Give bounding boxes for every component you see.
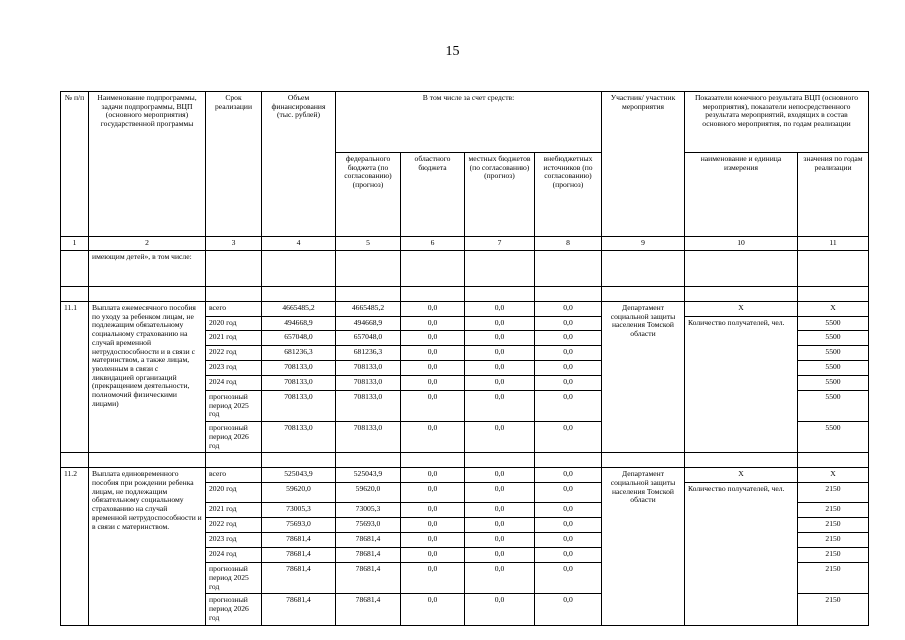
total-cell: 78681,4	[262, 548, 336, 563]
indicator-value: 2150	[798, 594, 869, 625]
local-cell: 0,0	[465, 503, 535, 518]
federal-cell: 708133,0	[336, 361, 401, 376]
total-cell: 708133,0	[262, 422, 336, 453]
extra-cell: 0,0	[535, 376, 602, 391]
federal-cell: 525043,9	[336, 468, 401, 483]
indicator-value: 5500	[798, 331, 869, 346]
regional-cell: 0,0	[401, 376, 465, 391]
regional-cell: 0,0	[401, 422, 465, 453]
header-indicator-name: наименование и единица измерения	[685, 153, 798, 237]
extra-cell: 0,0	[535, 317, 602, 331]
federal-cell: 78681,4	[336, 533, 401, 548]
section-number: 11.2	[61, 468, 89, 625]
indicator-value: 5500	[798, 346, 869, 361]
total-cell: 73005,3	[262, 503, 336, 518]
header-term: Срок реализации	[206, 92, 262, 237]
continuation-row	[61, 251, 869, 287]
indicator-value: 5500	[798, 422, 869, 453]
total-cell: 78681,4	[262, 533, 336, 548]
period-cell: 2020 год	[206, 317, 262, 331]
header-indicators: Показатели конечного результата ВЦП (основного мероприятия), показатели непосредственного результата мероприятий, входящих в состав основного мероприятия, по годам реализации	[685, 92, 869, 153]
period-cell: 2023 год	[206, 361, 262, 376]
regional-cell: 0,0	[401, 594, 465, 625]
table-row	[61, 468, 869, 483]
federal-cell: 681236,3	[336, 346, 401, 361]
total-cell: 708133,0	[262, 361, 336, 376]
regional-cell: 0,0	[401, 468, 465, 483]
total-cell: 4665485,2	[262, 302, 336, 317]
regional-cell: 0,0	[401, 302, 465, 317]
total-cell: 59620,0	[262, 483, 336, 503]
regional-cell: 0,0	[401, 391, 465, 422]
indicator-value: 5500	[798, 376, 869, 391]
period-cell: 2024 год	[206, 548, 262, 563]
header-no: № п/п	[61, 92, 89, 237]
federal-cell: 708133,0	[336, 376, 401, 391]
period-cell: 2022 год	[206, 518, 262, 533]
header-extra: внебюджетных источников (по согласованию) (прогноз)	[535, 153, 602, 237]
period-cell: 2021 год	[206, 331, 262, 346]
extra-cell: 0,0	[535, 302, 602, 317]
col-number: 4	[262, 237, 336, 251]
extra-cell: 0,0	[535, 518, 602, 533]
period-cell: 2021 год	[206, 503, 262, 518]
indicator-x: Х	[685, 302, 798, 317]
period-cell: 2023 год	[206, 533, 262, 548]
period-cell: прогнозный период 2025 год	[206, 391, 262, 422]
col-number: 6	[401, 237, 465, 251]
extra-cell: 0,0	[535, 563, 602, 594]
page-number: 15	[445, 44, 460, 59]
federal-cell: 78681,4	[336, 594, 401, 625]
federal-cell: 78681,4	[336, 548, 401, 563]
period-cell: прогнозный период 2026 год	[206, 422, 262, 453]
indicator-value: 5500	[798, 317, 869, 331]
local-cell: 0,0	[465, 361, 535, 376]
regional-cell: 0,0	[401, 361, 465, 376]
extra-cell: 0,0	[535, 468, 602, 483]
total-cell: 708133,0	[262, 376, 336, 391]
period-cell: всего	[206, 302, 262, 317]
total-cell: 494668,9	[262, 317, 336, 331]
total-cell: 75693,0	[262, 518, 336, 533]
federal-cell: 708133,0	[336, 422, 401, 453]
col-number: 10	[685, 237, 798, 251]
federal-cell: 59620,0	[336, 483, 401, 503]
total-cell: 78681,4	[262, 563, 336, 594]
local-cell: 0,0	[465, 563, 535, 594]
spacer-row	[61, 287, 869, 302]
regional-cell: 0,0	[401, 331, 465, 346]
total-cell: 681236,3	[262, 346, 336, 361]
participant-cell: Департамент социальной защиты населения Томской области	[602, 468, 685, 625]
period-cell: 2022 год	[206, 346, 262, 361]
col-number: 8	[535, 237, 602, 251]
header-participant: Участник/ участник мероприятия	[602, 92, 685, 237]
local-cell: 0,0	[465, 346, 535, 361]
continuation-text: имеющим детей», в том числе:	[89, 251, 206, 287]
local-cell: 0,0	[465, 317, 535, 331]
indicator-value: 5500	[798, 361, 869, 376]
period-cell: 2020 год	[206, 483, 262, 503]
indicator-value-x: Х	[798, 468, 869, 483]
extra-cell: 0,0	[535, 483, 602, 503]
indicator-value: 5500	[798, 391, 869, 422]
regional-cell: 0,0	[401, 503, 465, 518]
col-number: 2	[89, 237, 206, 251]
section-number: 11.1	[61, 302, 89, 453]
indicator-name: Количество получателей, чел.	[685, 317, 798, 453]
federal-cell: 708133,0	[336, 391, 401, 422]
regional-cell: 0,0	[401, 518, 465, 533]
local-cell: 0,0	[465, 548, 535, 563]
col-number: 11	[798, 237, 869, 251]
indicator-value: 2150	[798, 503, 869, 518]
federal-cell: 494668,9	[336, 317, 401, 331]
total-cell: 657048,0	[262, 331, 336, 346]
indicator-value: 2150	[798, 483, 869, 503]
col-number: 7	[465, 237, 535, 251]
period-cell: всего	[206, 468, 262, 483]
federal-cell: 4665485,2	[336, 302, 401, 317]
local-cell: 0,0	[465, 302, 535, 317]
extra-cell: 0,0	[535, 533, 602, 548]
indicator-value-x: Х	[798, 302, 869, 317]
local-cell: 0,0	[465, 391, 535, 422]
federal-cell: 73005,3	[336, 503, 401, 518]
spacer-row	[61, 453, 869, 468]
header-local: местных бюджетов (по согласованию) (прогноз)	[465, 153, 535, 237]
indicator-value: 2150	[798, 533, 869, 548]
section-name: Выплата ежемесячного пособия по уходу за ребенком лицам, не подлежащим обязательному социальному страхованию на случай временной нетрудоспособности и в связи с материнством, а также лицам, уволенным в связи с ликвидацией организаций (прекращением деятельности, полномочий физическими лицами)	[89, 302, 206, 453]
col-number: 3	[206, 237, 262, 251]
program-table	[60, 91, 869, 626]
indicator-x: Х	[685, 468, 798, 483]
total-cell: 525043,9	[262, 468, 336, 483]
header-row-1	[61, 92, 869, 153]
indicator-name: Количество получателей, чел.	[685, 483, 798, 625]
period-cell: прогнозный период 2025 год	[206, 563, 262, 594]
extra-cell: 0,0	[535, 503, 602, 518]
local-cell: 0,0	[465, 468, 535, 483]
regional-cell: 0,0	[401, 346, 465, 361]
federal-cell: 657048,0	[336, 331, 401, 346]
indicator-value: 2150	[798, 548, 869, 563]
extra-cell: 0,0	[535, 422, 602, 453]
section-name: Выплата единовременного пособия при рождении ребенка лицам, не подлежащим обязательному социальному страхованию на случай временной нетрудоспособности и в связи с материнством.	[89, 468, 206, 625]
extra-cell: 0,0	[535, 361, 602, 376]
local-cell: 0,0	[465, 483, 535, 503]
header-regional: областного бюджета	[401, 153, 465, 237]
local-cell: 0,0	[465, 594, 535, 625]
participant-cell: Департамент социальной защиты населения Томской области	[602, 302, 685, 453]
total-cell: 708133,0	[262, 391, 336, 422]
regional-cell: 0,0	[401, 317, 465, 331]
local-cell: 0,0	[465, 518, 535, 533]
regional-cell: 0,0	[401, 563, 465, 594]
col-number: 5	[336, 237, 401, 251]
header-sources-group: В том числе за счет средств:	[336, 92, 602, 153]
header-indicator-values: значения по годам реализации	[798, 153, 869, 237]
regional-cell: 0,0	[401, 533, 465, 548]
indicator-value: 2150	[798, 563, 869, 594]
table-row	[61, 302, 869, 317]
header-volume: Объем финансирования (тыс. рублей)	[262, 92, 336, 237]
period-cell: прогнозный период 2026 год	[206, 594, 262, 625]
extra-cell: 0,0	[535, 391, 602, 422]
local-cell: 0,0	[465, 376, 535, 391]
extra-cell: 0,0	[535, 331, 602, 346]
col-number: 1	[61, 237, 89, 251]
table-body	[61, 251, 869, 626]
column-numbers-row	[61, 237, 869, 251]
indicator-value: 2150	[798, 518, 869, 533]
regional-cell: 0,0	[401, 548, 465, 563]
header-federal: федерального бюджета (по согласованию) (прогноз)	[336, 153, 401, 237]
federal-cell: 78681,4	[336, 563, 401, 594]
regional-cell: 0,0	[401, 483, 465, 503]
extra-cell: 0,0	[535, 346, 602, 361]
extra-cell: 0,0	[535, 548, 602, 563]
local-cell: 0,0	[465, 331, 535, 346]
federal-cell: 75693,0	[336, 518, 401, 533]
period-cell: 2024 год	[206, 376, 262, 391]
extra-cell: 0,0	[535, 594, 602, 625]
local-cell: 0,0	[465, 533, 535, 548]
total-cell: 78681,4	[262, 594, 336, 625]
header-name: Наименование подпрограммы, задачи подпрограммы, ВЦП (основного мероприятия) государственной программы	[89, 92, 206, 237]
col-number: 9	[602, 237, 685, 251]
local-cell: 0,0	[465, 422, 535, 453]
